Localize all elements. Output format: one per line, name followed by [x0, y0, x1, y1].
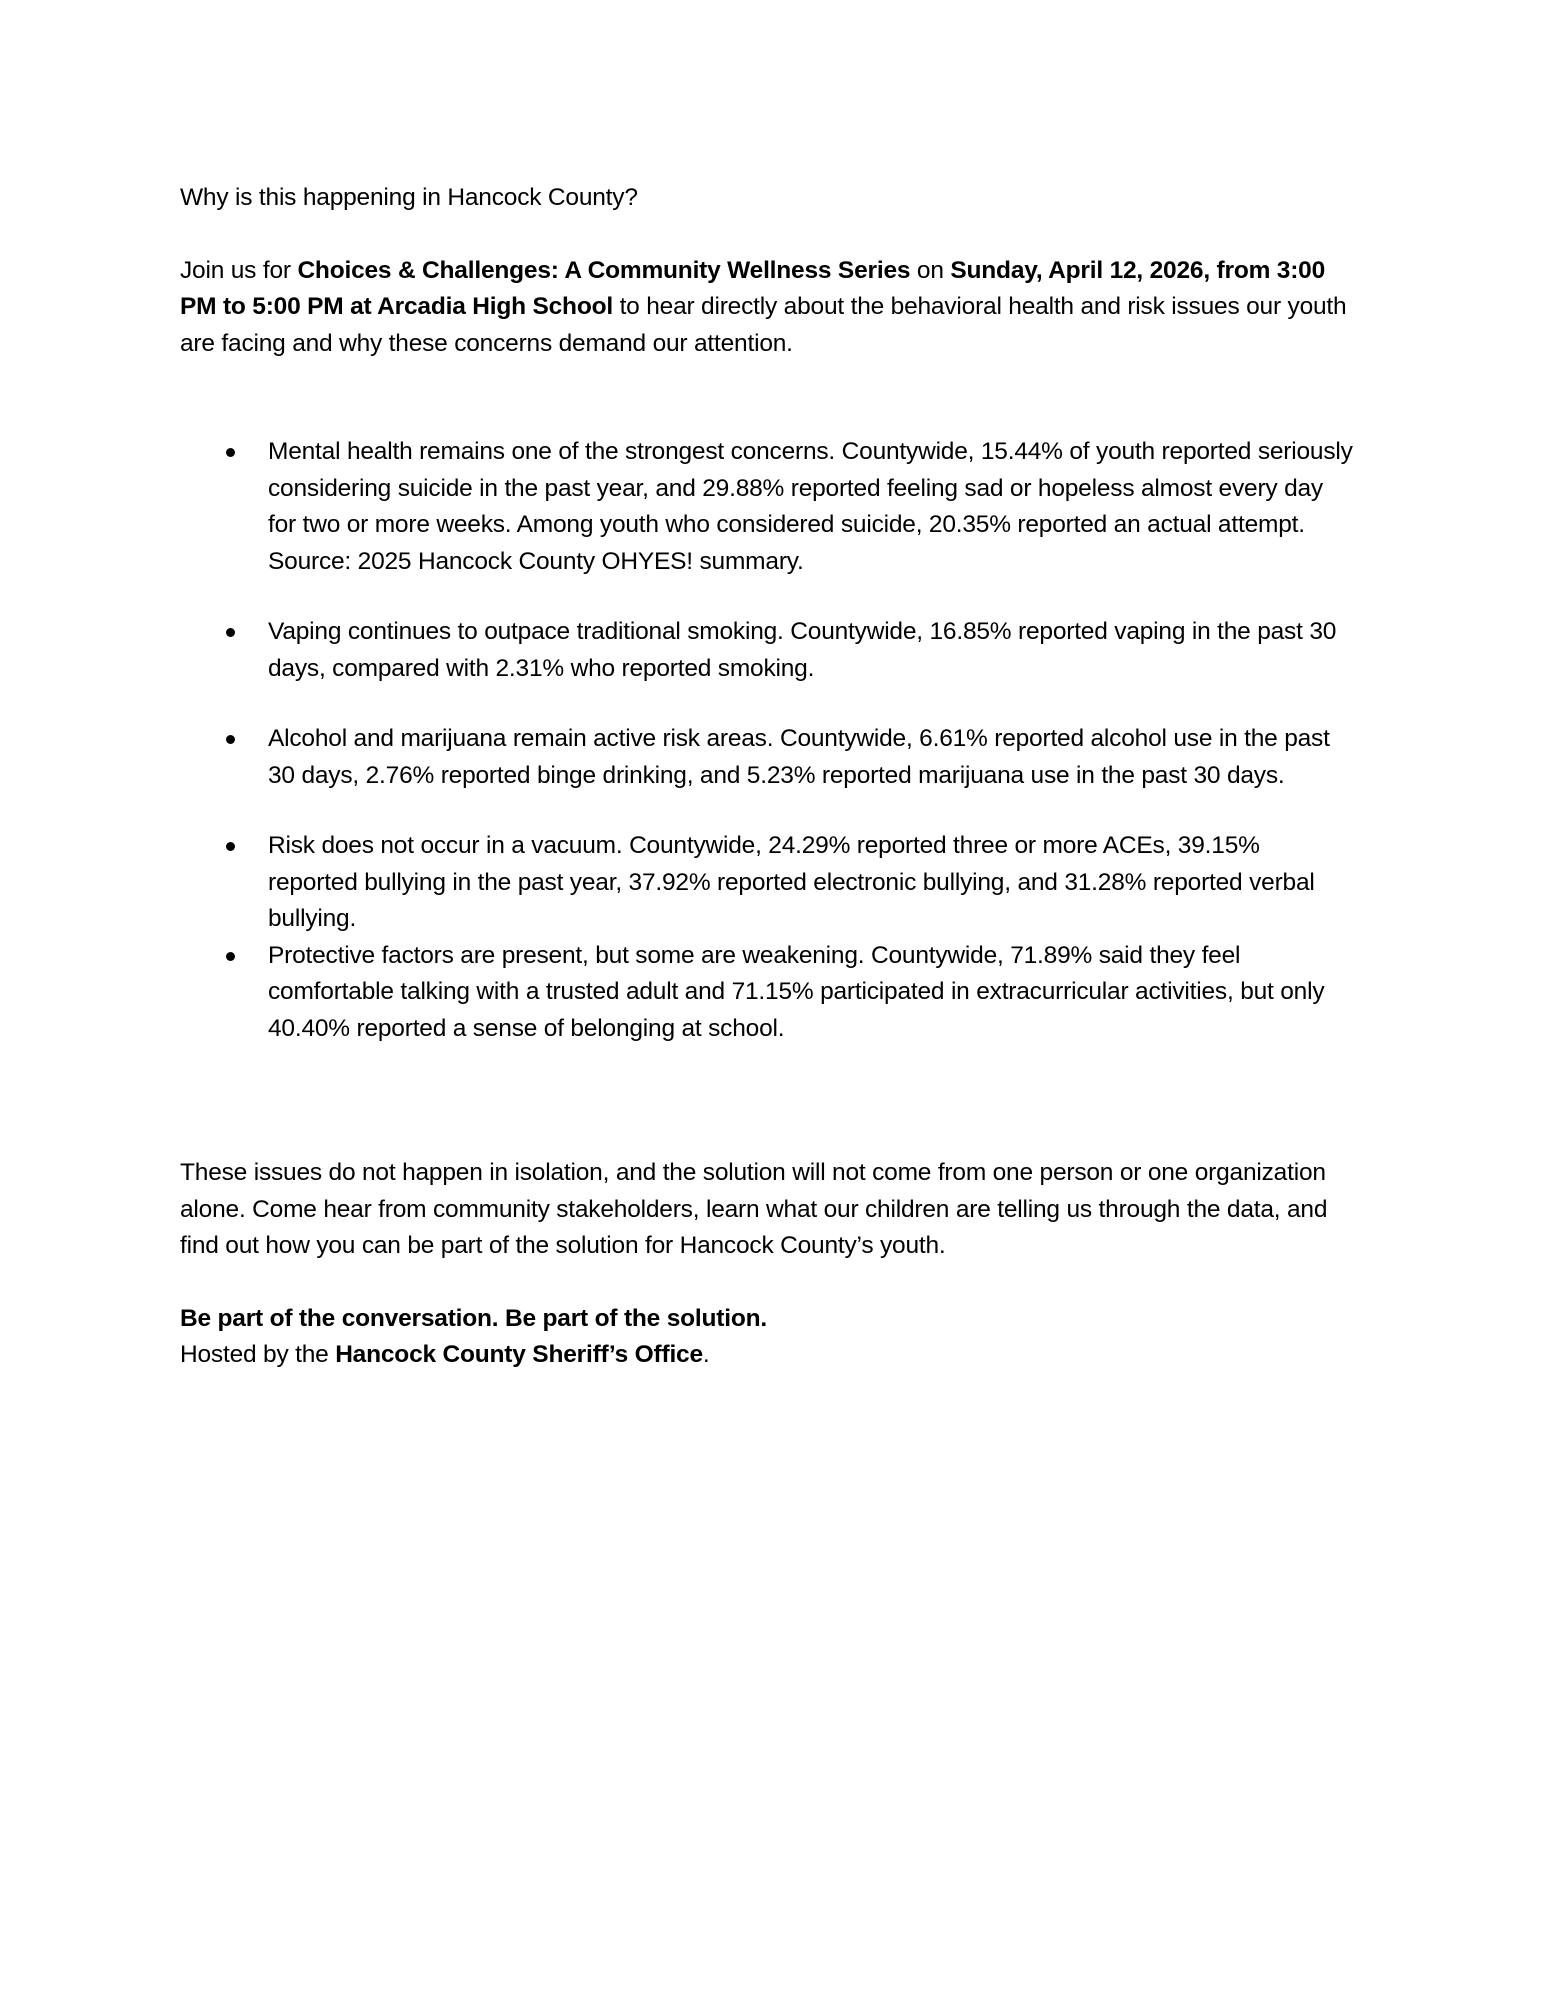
list-item-text: Alcohol and marijuana remain active risk areas. Countywide, 6.61% reported alcohol use in the past 30 days, 2.76% reported binge drinking, and 5.23% reported marijuana use in the past 30 days. [268, 725, 1330, 789]
list-item-text: Protective factors are present, but some are weakening. Countywide, 71.89% said they feel comfortable talking with a trusted adult and 71.15% participated in extracurricular activities, but only 40.40% reported a sense of belonging at school. [268, 941, 1325, 1042]
tagline-text: Be part of the conversation. Be part of the solution. [180, 1304, 767, 1332]
intro-on: on [910, 256, 951, 284]
event-date-time-location: Sunday, April 12, 2026, from 3:00 PM to 5:00 PM at Arcadia High School [180, 256, 1326, 320]
list-item-alcohol-marijuana [180, 721, 1353, 794]
tagline [180, 1301, 1360, 1338]
list-item-text: Risk does not occur in a vacuum. Countywide, 24.29% reported three or more ACEs, 39.15% reported bullying in the past year, 37.92% reported electronic bullying, and 31.28% reported verbal bullying. [268, 832, 1315, 932]
list-item-risk-aces [180, 828, 1353, 938]
intro-suffix: to hear directly about the behavioral health and risk issues our youth are facing and why these concerns demand our attention. [180, 293, 1347, 357]
closing-paragraph: These issues do not happen in isolation, and the solution will not come from one person or one organization alone. Come hear from community stakeholders, learn what our children are telling us through the data, and find out how you can be part of the solution for Hancock County’s youth. [180, 1159, 1328, 1259]
list-item-text: Vaping continues to outpace traditional smoking. Countywide, 16.85% reported vaping in the past 30 days, compared with 2.31% who reported smoking. [268, 618, 1337, 682]
statistics-list [180, 434, 1360, 1047]
intro-paragraph [180, 253, 1360, 363]
host-suffix: . [702, 1341, 710, 1368]
list-item-vaping [180, 614, 1353, 687]
host-line [180, 1337, 1360, 1374]
list-item-mental-health [180, 434, 1353, 580]
list-item-protective-factors [180, 938, 1353, 1048]
bullet-icon [226, 448, 235, 457]
host-name: Hancock County Sheriff’s Office [335, 1341, 703, 1368]
bullet-icon [226, 842, 235, 851]
bullet-icon [226, 735, 235, 744]
host-prefix: Hosted by the [180, 1341, 336, 1368]
bullet-icon [226, 952, 235, 961]
intro-prefix: Join us for [180, 256, 298, 284]
question-heading: Why is this happening in Hancock County? [180, 184, 638, 211]
event-name: Choices & Challenges: A Community Wellness Series [297, 256, 911, 284]
list-item-text: Mental health remains one of the strongest concerns. Countywide, 15.44% of youth reported seriously considering suicide in the past year, and 29.88% reported feeling sad or hopeless almost every day for two or more weeks. Among youth who considered suicide, 20.35% reported an actual attempt. Source: 2025 Hancock County OHYES! summary. [268, 438, 1353, 575]
bullet-icon [226, 628, 235, 637]
document-page [180, 180, 1360, 1374]
